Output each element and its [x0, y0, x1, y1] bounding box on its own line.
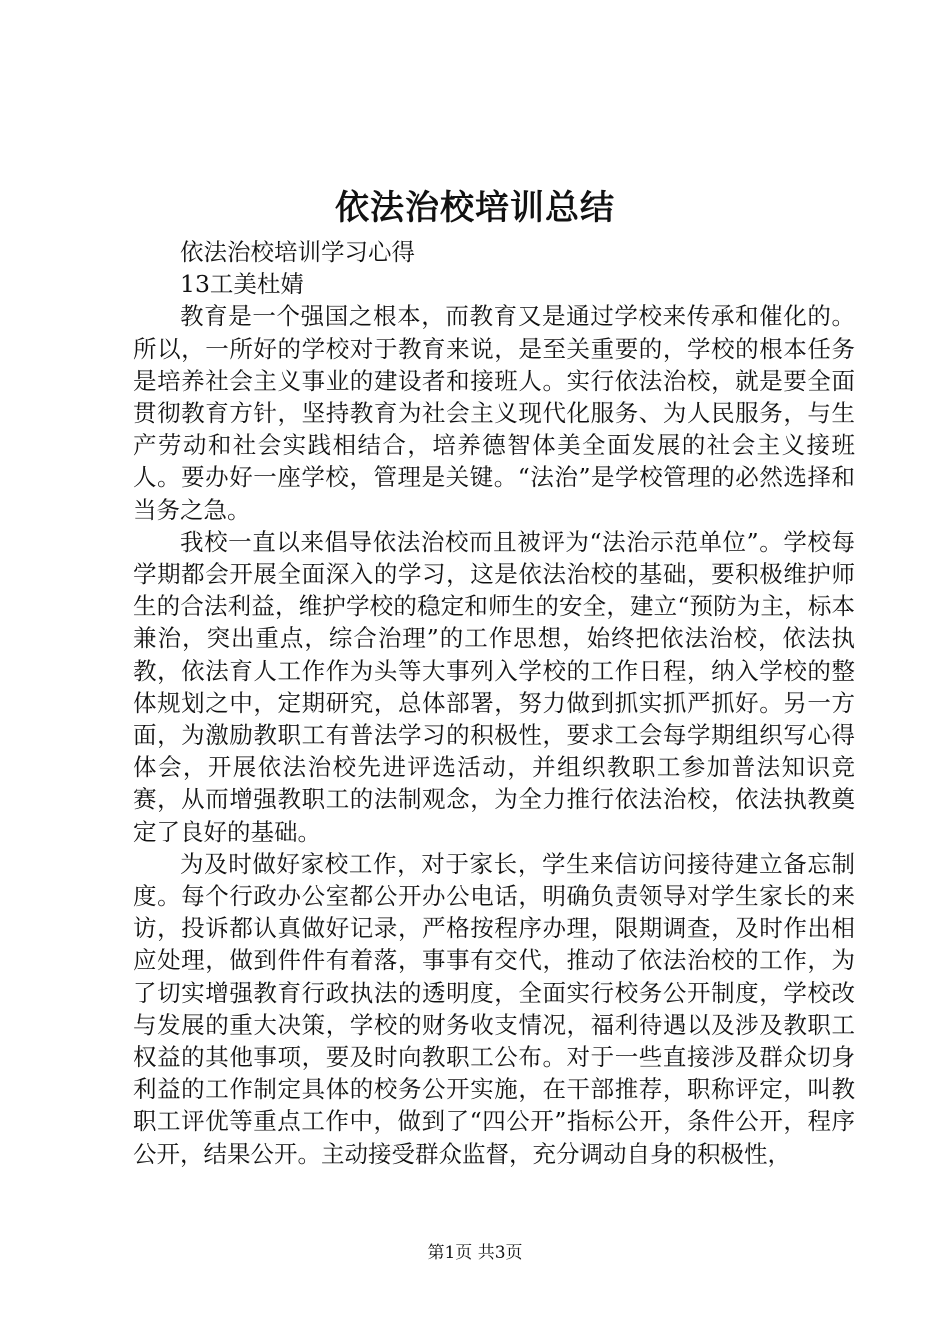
page-footer: 第1页 共3页 [427, 1243, 523, 1263]
author-line: 13工美杜婧 [180, 270, 304, 299]
document-body [133, 236, 855, 1170]
paragraph-1: 教育是一个强国之根本，而教育又是通过学校来传承和催化的。所以，一所好的学校对于教育来说，是至关重要的，学校的根本任务是培养社会主义事业的建设者和接班人。实行依法治校，就是要全面贯彻教育方针，坚持教育为社会主义现代化服务、为人民服务，与生产劳动和社会实践相结合，培养德智体美全面发展的社会主义接班人。要办好一座学校，管理是关键。“法治”是学校管理的必然选择和当务之急。 [133, 302, 855, 524]
subtitle-line: 依法治校培训学习心得 [180, 238, 415, 266]
paragraph-3: 为及时做好家校工作，对于家长，学生来信访问接待建立备忘制度。每个行政办公室都公开办公电话，明确负责领导对学生家长的来访，投诉都认真做好记录，严格按程序办理，限期调查，及时作出相应处理，做到件件有着落，事事有交代，推动了依法治校的工作，为了切实增强教育行政执法的透明度，全面实行校务公开制度，学校改与发展的重大决策，学校的财务收支情况，福利待遇以及涉及教职工权益的其他事项，要及时向教职工公布。对于一些直接涉及群众切身利益的工作制定具体的校务公开实施，在干部推荐，职称评定，叫教职工评优等重点工作中，做到了“四公开”指标公开，条件公开，程序公开，结果公开。主动接受群众监督，充分调动自身的积极性， [133, 849, 855, 1168]
paragraph-2: 我校一直以来倡导依法治校而且被评为“法治示范单位”。学校每学期都会开展全面深入的学习，这是依法治校的基础，要积极维护师生的合法利益，维护学校的稳定和师生的安全，建立“预防为主，标本兼治，突出重点，综合治理”的工作思想，始终把依法治校，依法执教，依法育人工作作为头等大事列入学校的工作日程，纳入学校的整体规划之中，定期研究，总体部署，努力做到抓实抓严抓好。另一方面，为激励教职工有普法学习的积极性，要求工会每学期组织写心得体会，开展依法治校先进评选活动，并组织教职工参加普法知识竞赛，从而增强教职工的法制观念，为全力推行依法治校，依法执教奠定了良好的基础。 [133, 527, 855, 846]
document-title: 依法治校培训总结 [335, 188, 615, 228]
